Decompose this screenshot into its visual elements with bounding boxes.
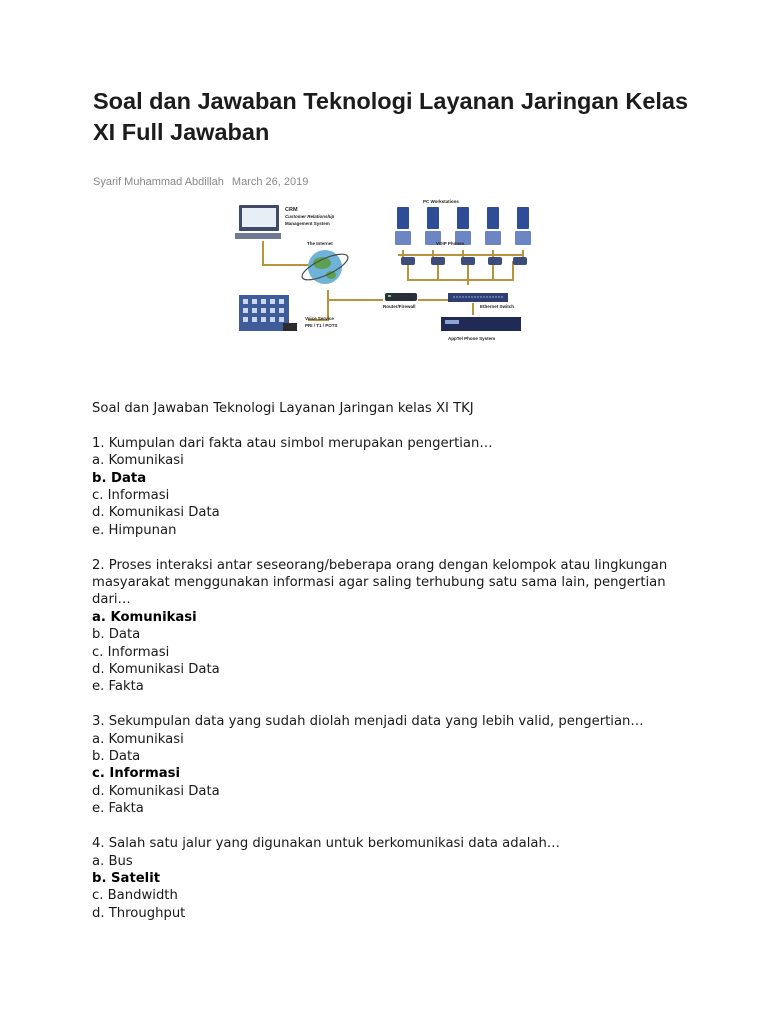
article-title: Soal dan Jawaban Teknologi Layanan Jaringan Kelas XI Full Jawaban — [93, 88, 689, 145]
question-text: 3. Sekumpulan data yang sudah diolah menjadi data yang lebih valid, pengertian… — [92, 714, 644, 730]
answer-option: a. Komunikasi — [92, 453, 184, 469]
answer-option: d. Komunikasi Data — [92, 662, 220, 678]
correct-answer-option: b. Satelit — [92, 870, 161, 886]
answer-option: b. Data — [92, 749, 141, 765]
voice-service-label: Voice Service — [305, 316, 334, 321]
question-3 — [92, 713, 692, 817]
article-body — [92, 400, 692, 940]
crm-sublabel-1: Customer Relationship — [285, 214, 335, 219]
voice-service-sublabel: PRI / T1 / POTS — [305, 323, 338, 328]
question-1 — [92, 435, 692, 539]
answer-option: c. Informasi — [92, 644, 170, 660]
voice-service-building-icon — [239, 295, 297, 331]
router-label: Router/Firewall — [383, 304, 416, 309]
internet-label: The Internet — [307, 241, 333, 246]
answer-option: a. Bus — [92, 853, 133, 869]
question-text: 2. Proses interaksi antar seseorang/beberapa orang dengan kelompok atau lingkungan masyarakat menggunakan informasi agar saling terhubung satu sama lain, pengertian dari… — [92, 557, 668, 608]
post-date: March 26, 2019 — [231, 176, 309, 188]
apptel-phone-system-icon — [441, 317, 521, 331]
answer-option: c. Informasi — [92, 488, 170, 504]
correct-answer-option: b. Data — [92, 470, 147, 486]
question-text: 1. Kumpulan dari fakta atau simbol merupakan pengertian… — [92, 435, 493, 451]
router-icon — [385, 293, 417, 301]
voip-phones-label: VOIP Phones — [436, 241, 465, 246]
author-name[interactable]: Syarif Muhammad Abdillah — [93, 176, 224, 188]
question-2 — [92, 557, 692, 696]
correct-answer-option: a. Komunikasi — [92, 609, 197, 625]
internet-globe-icon — [299, 249, 351, 285]
answer-option: e. Fakta — [92, 679, 144, 695]
switch-label: Ethernet Switch — [480, 304, 515, 309]
question-4 — [92, 835, 692, 922]
crm-computer-icon — [235, 205, 281, 239]
answer-option: d. Komunikasi Data — [92, 783, 220, 799]
pc-workstations-label: PC Workstations — [423, 199, 459, 204]
answer-option: e. Fakta — [92, 801, 144, 817]
answer-option: d. Komunikasi Data — [92, 505, 220, 521]
network-diagram — [233, 195, 543, 347]
section-heading: Soal dan Jawaban Teknologi Layanan Jaringan kelas XI TKJ — [92, 401, 474, 416]
crm-label: CRM — [285, 207, 298, 213]
answer-option: c. Bandwidth — [92, 888, 178, 904]
question-text: 4. Salah satu jalur yang digunakan untuk berkomunikasi data adalah… — [92, 836, 560, 852]
apptel-label: AppTel Phone System — [448, 336, 496, 341]
pc-workstation-icons — [397, 207, 529, 229]
answer-option: b. Data — [92, 627, 141, 643]
ethernet-switch-icon — [448, 293, 508, 302]
answer-option: e. Himpunan — [92, 522, 177, 538]
voip-phone-icons — [401, 257, 527, 265]
crm-sublabel-2: Management System — [285, 221, 330, 226]
correct-answer-option: c. Informasi — [92, 766, 181, 782]
answer-option: d. Throughput — [92, 905, 186, 921]
article-meta — [93, 176, 308, 188]
answer-option: a. Komunikasi — [92, 731, 184, 747]
